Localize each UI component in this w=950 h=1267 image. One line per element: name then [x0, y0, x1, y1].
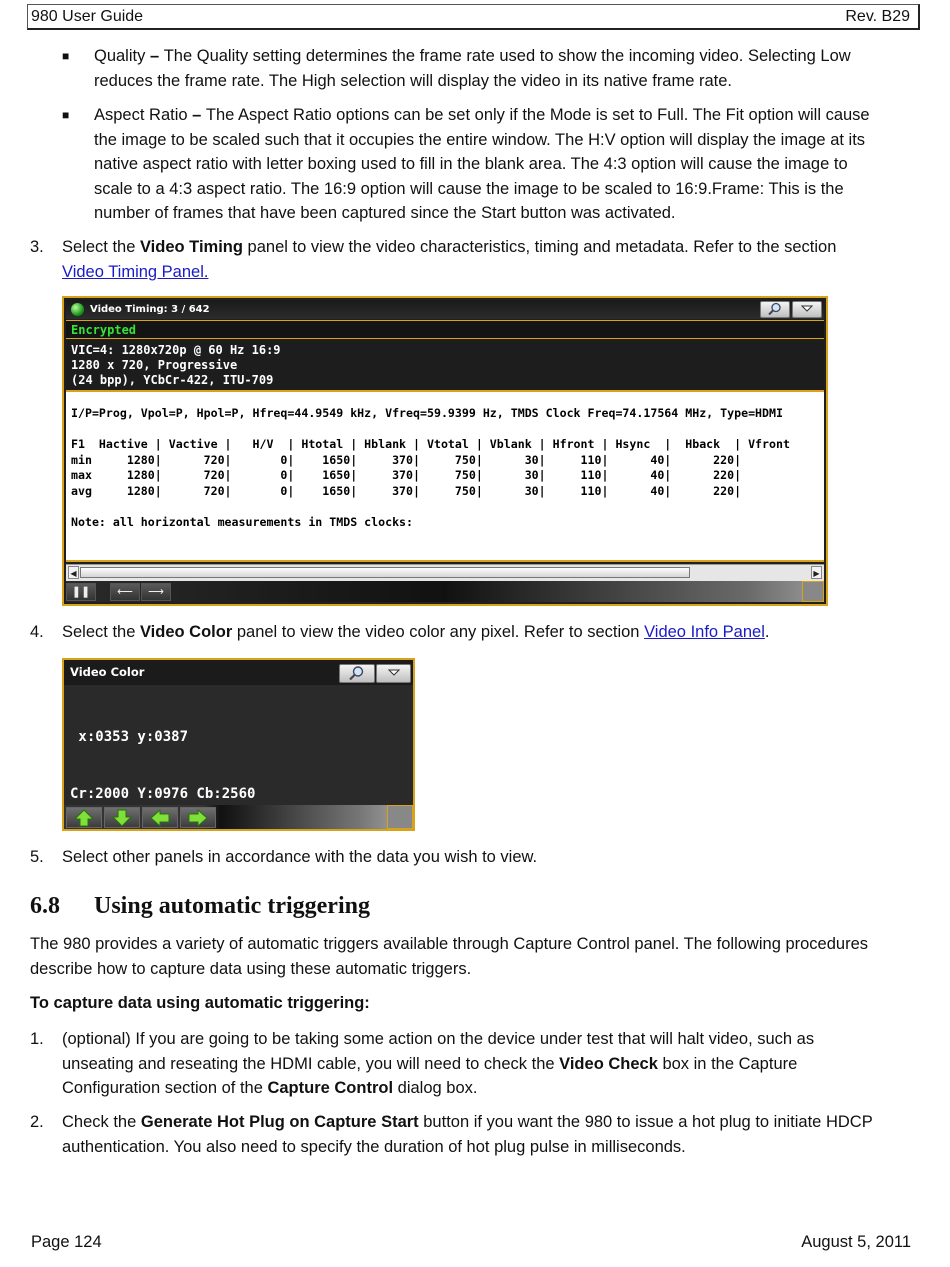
arrow-down-icon — [112, 809, 132, 827]
arrow-left-icon: ⟵ — [117, 586, 133, 598]
resize-corner[interactable] — [802, 581, 824, 602]
chevron-down-icon — [801, 303, 813, 313]
step-5-text: Select other panels in accordance with the data you wish to view. — [62, 848, 538, 866]
magnifier-icon — [767, 302, 783, 316]
zoom-button[interactable] — [760, 301, 790, 318]
zoom-button[interactable] — [339, 664, 375, 683]
scroll-left-icon[interactable]: ◀ — [68, 566, 79, 579]
section-number: 6.8 — [30, 893, 60, 919]
bullet-icon: ■ — [62, 108, 70, 122]
step-number: 1. — [30, 1030, 44, 1048]
magnifier-icon — [348, 665, 366, 681]
chevron-down-icon — [388, 667, 400, 677]
procedure-heading: To capture data using automatic triggering: — [30, 994, 370, 1012]
arrow-right-icon — [188, 809, 208, 827]
section-intro: The 980 provides a variety of automatic triggers available through Capture Control panel. The following procedures describe how to capture data using these automatic triggers. — [30, 935, 869, 978]
status-led-icon — [71, 303, 84, 316]
page-header — [27, 4, 920, 30]
move-left-button[interactable] — [142, 807, 178, 828]
scrollbar-thumb[interactable] — [80, 567, 690, 578]
arrow-right-icon: ⟶ — [148, 586, 164, 598]
step-number: 3. — [30, 238, 44, 256]
step-number: 4. — [30, 623, 44, 641]
step-number: 2. — [30, 1113, 44, 1131]
procedure-step-1: (optional) If you are going to be taking some action on the device under test that will halt video, such as unseating and reseating the HDMI cable, you will need to check the Video Check box in the Capture Configuration section of the Capture Control dialog box. — [62, 1030, 815, 1097]
step-number: 5. — [30, 848, 44, 866]
vic-info: VIC=4: 1280x720p @ 60 Hz 16:9 1280 x 720, Progressive (24 bpp), YCbCr-422, ITU-709 — [66, 340, 824, 390]
dropdown-button[interactable] — [792, 301, 822, 318]
pixel-coordinates: x:0353 y:0387 — [70, 729, 189, 745]
scroll-right-icon[interactable]: ▶ — [811, 566, 822, 579]
encryption-status: Encrypted — [66, 320, 824, 339]
panel-title: Video Color — [70, 665, 145, 679]
move-down-button[interactable] — [104, 807, 140, 828]
step-3-text: Select the Video Timing panel to view the video characteristics, timing and metadata. Refer to the section Video Timing Panel. — [62, 238, 837, 281]
timing-table: I/P=Prog, Vpol=P, Hpol=P, Hfreq=44.9549 kHz, Vfreq=59.9399 Hz, TMDS Clock Freq=74.17564 MHz, Type=HDMI F1 Hactive | Vactive | H/V | Htotal | Hblank | Vtotal | Vblank | Hfront | Hsync | Hback | Vfront min 1280| 720| 0| 1650| 370| 750| 30| 110| 40| 220| max 1280| 720| 0| 1650| 370| 750| 30| 110| 40| 220| avg 1280| 720| 0| 1650| 370| 750| 30| 110| 40| 220| Note: all horizontal measurements in TMDS clocks: — [66, 390, 824, 562]
panel-titlebar — [66, 300, 824, 319]
dropdown-button[interactable] — [376, 664, 411, 683]
panel-toolbar — [66, 581, 824, 602]
bullet-icon: ■ — [62, 49, 70, 63]
step-4-text: Select the Video Color panel to view the video color any pixel. Refer to section Video Info Panel. — [62, 623, 770, 641]
revision: Rev. B29 — [845, 8, 910, 25]
arrow-up-icon — [74, 809, 94, 827]
pause-button[interactable] — [66, 583, 96, 601]
pause-icon: ❚❚ — [71, 586, 91, 598]
next-button[interactable] — [141, 583, 171, 601]
page-number: Page 124 — [31, 1233, 102, 1251]
arrow-left-icon — [150, 809, 170, 827]
previous-button[interactable] — [110, 583, 140, 601]
procedure-step-2: Check the Generate Hot Plug on Capture Start button if you want the 980 to issue a hot plug to initiate HDCP authentication. You also need to specify the duration of hot plug pulse in milliseconds. — [62, 1113, 873, 1156]
section-heading — [30, 893, 370, 920]
bullet-quality: Quality – The Quality setting determines the frame rate used to show the incoming video. Selecting Low reduces the frame rate. The High selection will display the video in its native frame rate. — [94, 47, 851, 90]
video-timing-panel — [62, 296, 828, 606]
panel-title: Video Timing: 3 / 642 — [90, 304, 210, 315]
footer-date: August 5, 2011 — [801, 1233, 911, 1251]
color-values: Cr:2000 Y:0976 Cb:2560 — [70, 786, 256, 802]
section-title: Using automatic triggering — [94, 893, 370, 919]
move-right-button[interactable] — [180, 807, 216, 828]
doc-title: 980 User Guide — [31, 8, 144, 25]
resize-corner[interactable] — [387, 805, 413, 829]
move-up-button[interactable] — [66, 807, 102, 828]
video-timing-panel-link[interactable]: Video Timing Panel. — [62, 262, 209, 281]
horizontal-scrollbar[interactable] — [66, 564, 824, 581]
video-color-panel — [62, 658, 415, 831]
video-info-panel-link[interactable]: Video Info Panel — [644, 623, 765, 641]
panel-titlebar — [64, 660, 413, 685]
panel-toolbar — [64, 805, 413, 829]
bullet-aspect-ratio: Aspect Ratio – The Aspect Ratio options can be set only if the Mode is set to Full. The Fit option will cause the image to be scaled such that it occupies the entire window. The H:V option will display the image at its native aspect ratio with letter boxing used to fill in the blank area. The 4:3 option will cause the image to scale to a 4:3 aspect ratio. The 16:9 option will cause the image to be scaled to 16:9.Frame: This is the number of frames that have been captured since the Start button was activated. — [94, 106, 870, 222]
